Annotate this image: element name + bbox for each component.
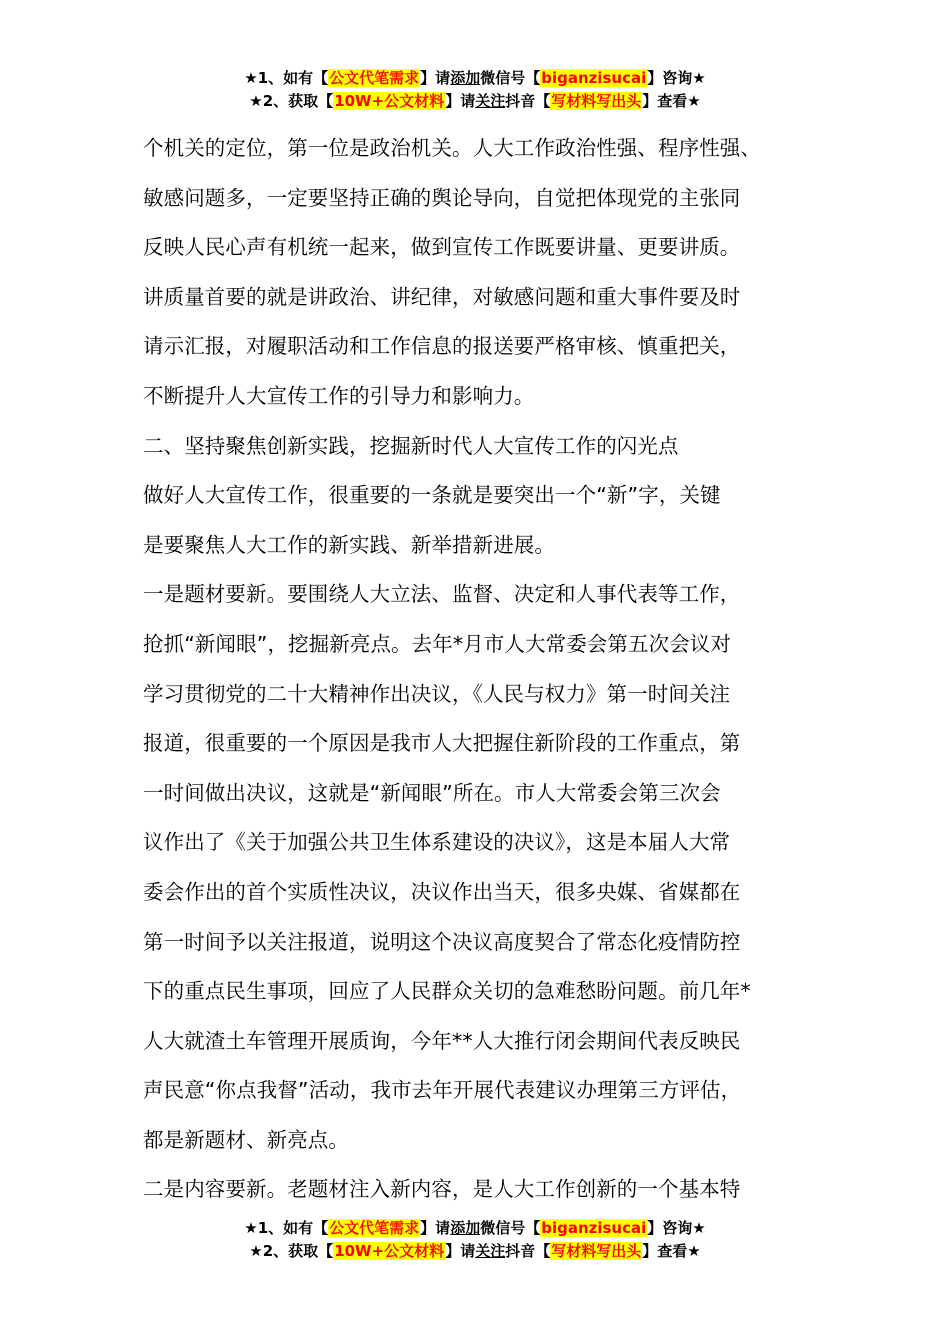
banner-text: 抖音【 bbox=[505, 1242, 551, 1260]
body-line: 都是新题材、新亮点。 bbox=[143, 1127, 349, 1152]
banner-text: 抖音【 bbox=[505, 92, 551, 110]
banner-text: 】请 bbox=[420, 1219, 451, 1237]
header-banner bbox=[0, 67, 950, 113]
body-line: 抢抓“新闻眼”，挖掘新亮点。去年*月市人大常委会第五次会议对 bbox=[143, 631, 731, 656]
banner-text: 】请 bbox=[445, 92, 476, 110]
body-line: 不断提升人大宣传工作的引导力和影响力。 bbox=[143, 383, 535, 408]
banner-highlight: 公文代笔需求 bbox=[329, 1219, 420, 1237]
banner-text: 】查看★ bbox=[642, 92, 701, 110]
body-line: 委会作出的首个实质性决议，决议作出当天，很多央媒、省媒都在 bbox=[143, 879, 741, 904]
banner-line-1 bbox=[0, 67, 950, 90]
banner-underlined-text: 添加 bbox=[450, 69, 481, 87]
banner-highlight: 10W+公文材料 bbox=[334, 92, 445, 110]
banner-highlight: biganzisucai bbox=[541, 1219, 647, 1237]
banner-text: ★2、获取【 bbox=[249, 1242, 334, 1260]
banner-underlined-text: 关注 bbox=[475, 1242, 506, 1260]
body-line: 个机关的定位，第一位是政治机关。人大工作政治性强、程序性强、 bbox=[143, 136, 761, 160]
banner-highlight: 写材料写出头 bbox=[551, 1242, 642, 1260]
body-line: 讲质量首要的就是讲政治、讲纪律，对敏感问题和重大事件要及时 bbox=[143, 284, 741, 309]
body-line: 一是题材要新。要围绕人大立法、监督、决定和人事代表等工作， bbox=[143, 582, 741, 607]
body-line: 第一时间予以关注报道，说明这个决议高度契合了常态化疫情防控 bbox=[143, 929, 741, 954]
body-line: 做好人大宣传工作，很重要的一条就是要突出一个“新”字，关键 bbox=[143, 483, 721, 508]
body-line: 议作出了《关于加强公共卫生体系建设的决议》，这是本届人大常 bbox=[143, 830, 731, 855]
body-line: 下的重点民生事项，回应了人民群众关切的急难愁盼问题。前几年* bbox=[143, 979, 751, 1004]
footer-banner bbox=[0, 1217, 950, 1263]
banner-highlight: 10W+公文材料 bbox=[334, 1242, 445, 1260]
banner-text: ★1、如有【 bbox=[244, 69, 329, 87]
body-line: 报道，很重要的一个原因是我市人大把握住新阶段的工作重点，第 bbox=[143, 731, 741, 756]
banner-text: 】咨询★ bbox=[647, 69, 706, 87]
banner-text: 】请 bbox=[445, 1242, 476, 1260]
banner-highlight: biganzisucai bbox=[541, 69, 647, 87]
banner-text: ★1、如有【 bbox=[244, 1219, 329, 1237]
banner-line-2 bbox=[0, 90, 950, 113]
document-body bbox=[143, 124, 843, 1215]
body-line: 请示汇报，对履职活动和工作信息的报送要严格审核、慎重把关， bbox=[143, 334, 741, 359]
body-line: 声民意“你点我督”活动，我市去年开展代表建议办理第三方评估， bbox=[143, 1078, 742, 1103]
section-heading: 二、坚持聚焦创新实践，挖掘新时代人大宣传工作的闪光点 bbox=[143, 433, 679, 458]
banner-text: 】查看★ bbox=[642, 1242, 701, 1260]
banner-line-1 bbox=[0, 1217, 950, 1240]
banner-text: 微信号【 bbox=[480, 69, 541, 87]
body-line: 敏感问题多，一定要坚持正确的舆论导向，自觉把体现党的主张同 bbox=[143, 185, 741, 210]
banner-text: 】请 bbox=[420, 69, 451, 87]
banner-underlined-text: 关注 bbox=[475, 92, 506, 110]
body-line: 学习贯彻党的二十大精神作出决议，《人民与权力》第一时间关注 bbox=[143, 681, 731, 706]
banner-text: ★2、获取【 bbox=[249, 92, 334, 110]
banner-text: 微信号【 bbox=[480, 1219, 541, 1237]
banner-highlight: 公文代笔需求 bbox=[329, 69, 420, 87]
banner-line-2 bbox=[0, 1240, 950, 1263]
body-line: 是要聚焦人大工作的新实践、新举措新进展。 bbox=[143, 532, 555, 557]
banner-underlined-text: 添加 bbox=[450, 1219, 481, 1237]
banner-text: 】咨询★ bbox=[647, 1219, 706, 1237]
body-line: 一时间做出决议，这就是“新闻眼”所在。市人大常委会第三次会 bbox=[143, 780, 721, 805]
body-line: 人大就渣土车管理开展质询，今年**人大推行闭会期间代表反映民 bbox=[143, 1028, 741, 1053]
body-line: 反映人民心声有机统一起来，做到宣传工作既要讲量、更要讲质。 bbox=[143, 235, 741, 260]
body-line: 二是内容要新。老题材注入新内容，是人大工作创新的一个基本特 bbox=[143, 1177, 741, 1202]
banner-highlight: 写材料写出头 bbox=[551, 92, 642, 110]
